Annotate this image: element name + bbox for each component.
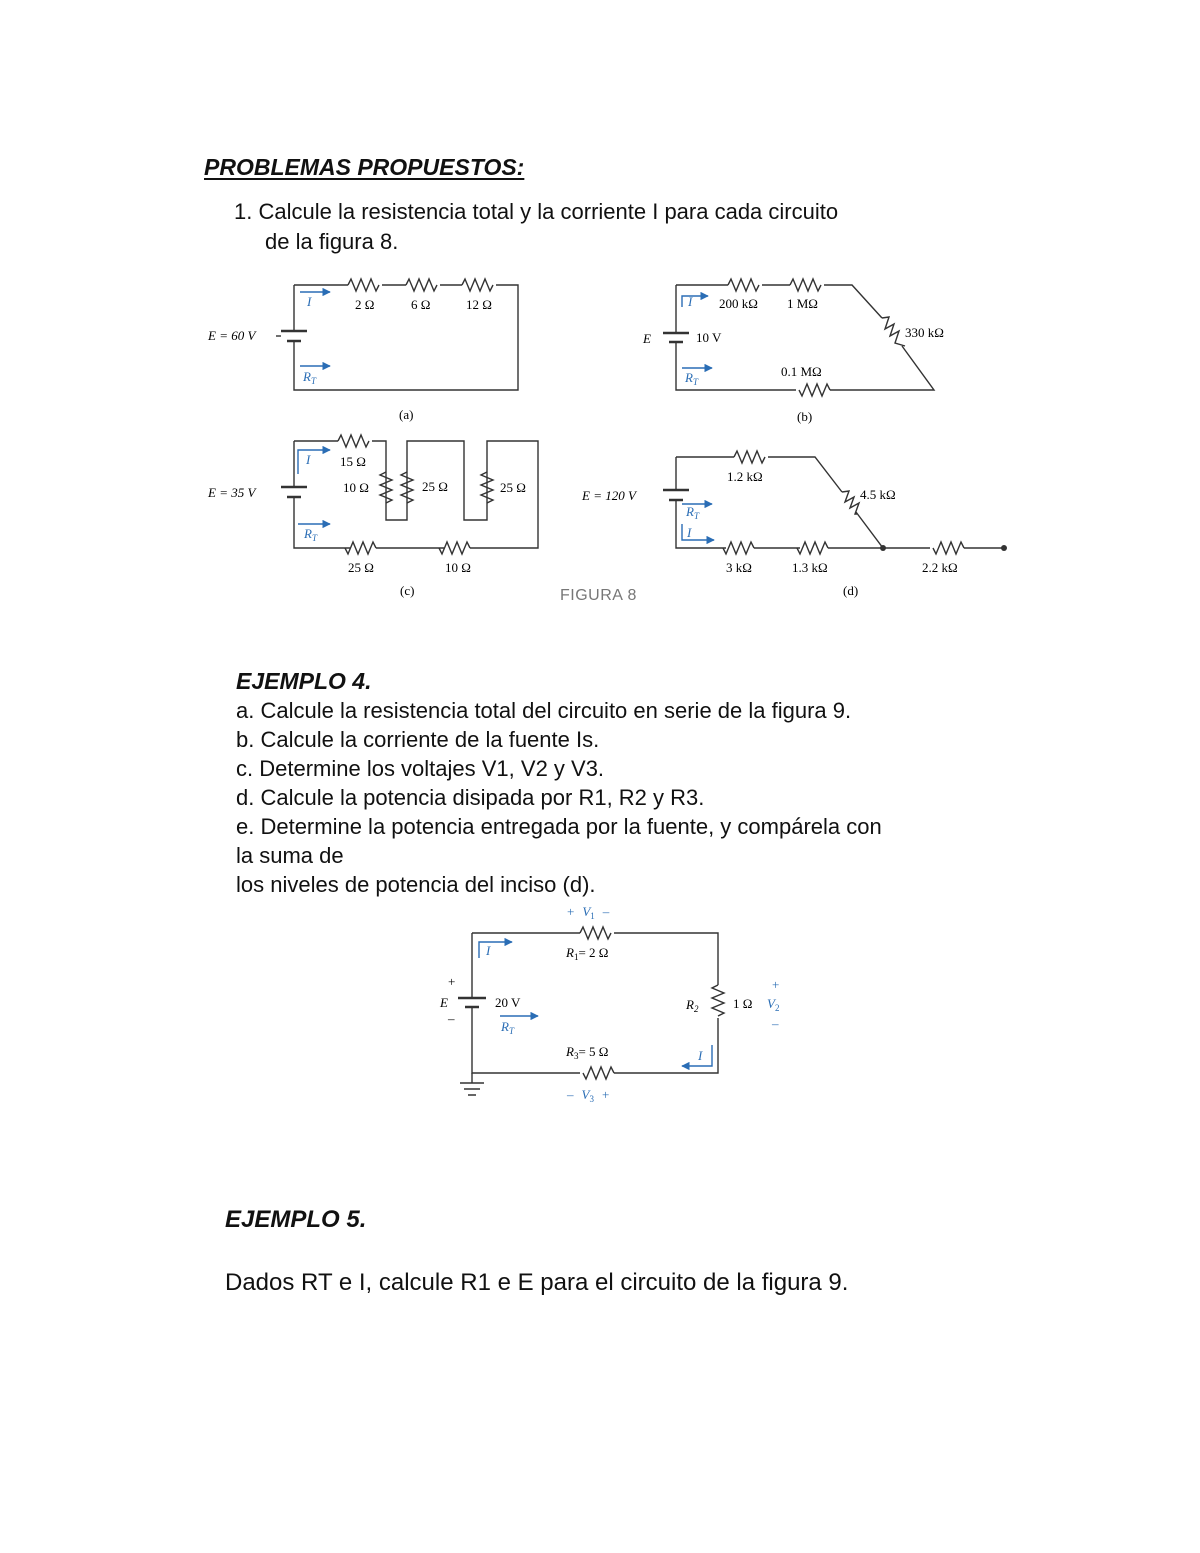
current-label-a: I — [307, 294, 312, 309]
ejemplo-4-item: los niveles de potencia del inciso (d). — [236, 872, 596, 897]
r2-label: $R_2$ — [686, 997, 699, 1014]
battery-fig9 — [458, 998, 486, 1007]
source-label-c: E = 35 V — [208, 485, 256, 500]
source-value-b: 10 V — [696, 330, 722, 345]
resistor-b3-label: 330 kΩ — [905, 325, 944, 340]
ejemplo-4-title: EJEMPLO 4. — [236, 668, 372, 694]
ejemplo-4-item: c. Determine los voltajes V1, V2 y V3. — [236, 756, 605, 781]
current-label-fig9-bottom: I — [698, 1048, 703, 1063]
resistor-a1-label: 2 Ω — [355, 297, 375, 312]
v2-plus: + — [772, 977, 780, 992]
ejemplo-4-item: d. Calcule la potencia disipada por R1, R2 y R3. — [236, 785, 705, 810]
problem-1-line-2: de la figura 8. — [265, 229, 399, 254]
figure-label-d: (d) — [843, 583, 859, 598]
resistor-c1-label: 15 Ω — [340, 454, 366, 469]
resistor-r2 — [712, 985, 724, 1016]
resistor-d1-label: 1.2 kΩ — [727, 469, 763, 484]
problem-number: 1. — [234, 199, 253, 224]
battery-plus: + — [448, 974, 456, 989]
r3-label: $R_3= 5$ Ω — [566, 1044, 609, 1061]
resistor-c2-label: 10 Ω — [343, 480, 369, 495]
ejemplo-5-text: Dados RT e I, calcule R1 e E para el circuito de la figura 9. — [225, 1269, 849, 1296]
ejemplo-4-item: la suma de — [236, 843, 344, 868]
v1-label: + $V_1$ – — [567, 904, 610, 921]
figure-8-caption: FIGURA 8 — [560, 587, 637, 604]
source-label-a: E = 60 V — [208, 328, 256, 343]
resistor-a3-label: 12 Ω — [466, 297, 492, 312]
resistor-b2-label: 1 MΩ — [787, 296, 818, 311]
ejemplo-4-item: b. Calcule la corriente de la fuente Is. — [236, 727, 600, 752]
source-name-fig9: E — [440, 995, 448, 1010]
ejemplo-5-title: EJEMPLO 5. — [225, 1206, 367, 1233]
figure-label-c: (c) — [400, 583, 415, 598]
rt-label-d: $R_T$ — [686, 504, 699, 521]
current-label-b: I — [688, 294, 693, 309]
resistor-c5-label: 25 Ω — [348, 560, 374, 575]
ground-symbol — [460, 1073, 484, 1095]
resistor-b4-label: 0.1 MΩ — [781, 364, 822, 379]
v3-label: – $V_3$ + — [567, 1087, 610, 1104]
resistor-a2-label: 6 Ω — [411, 297, 431, 312]
resistor-d4-label: 1.3 kΩ — [792, 560, 828, 575]
resistor-r1 — [580, 927, 611, 939]
section-title: PROBLEMAS PROPUESTOS: — [204, 154, 525, 180]
rt-label-a: $R_T$ — [303, 369, 316, 386]
battery-minus: – — [448, 1011, 455, 1026]
r1-label: $R_1= 2$ Ω — [566, 945, 609, 962]
current-label-fig9-top: I — [486, 943, 491, 958]
v2-label: $V_2$ — [767, 996, 780, 1013]
r2-value: 1 Ω — [733, 996, 753, 1011]
ejemplo-4-item: e. Determine la potencia entregada por la fuente, y compárela con — [236, 814, 882, 839]
resistor-c3-label: 25 Ω — [422, 479, 448, 494]
v2-minus: – — [772, 1016, 779, 1031]
rt-label-fig9: $R_T$ — [501, 1019, 514, 1036]
source-value-fig9: 20 V — [495, 995, 521, 1010]
figure-label-b: (b) — [797, 409, 813, 424]
source-label-d: E = 120 V — [582, 488, 636, 503]
rt-label-b: $R_T$ — [685, 370, 698, 387]
resistor-d5-label: 2.2 kΩ — [922, 560, 958, 575]
resistor-c6-label: 10 Ω — [445, 560, 471, 575]
resistor-d2-label: 4.5 kΩ — [860, 487, 896, 502]
ejemplo-4-item: a. Calcule la resistencia total del circuito en serie de la figura 9. — [236, 698, 852, 723]
current-label-c: I — [306, 452, 311, 467]
figure-label-a: (a) — [399, 407, 414, 422]
source-name-b: E — [643, 331, 651, 346]
resistor-b1-label: 200 kΩ — [719, 296, 758, 311]
problem-1-line-1: Calcule la resistencia total y la corriente I para cada circuito — [258, 199, 839, 224]
rt-label-c: $R_T$ — [304, 526, 317, 543]
resistor-c4-label: 25 Ω — [500, 480, 526, 495]
resistor-r3 — [583, 1067, 614, 1079]
current-label-d: I — [687, 525, 692, 540]
resistor-d3-label: 3 kΩ — [726, 560, 752, 575]
